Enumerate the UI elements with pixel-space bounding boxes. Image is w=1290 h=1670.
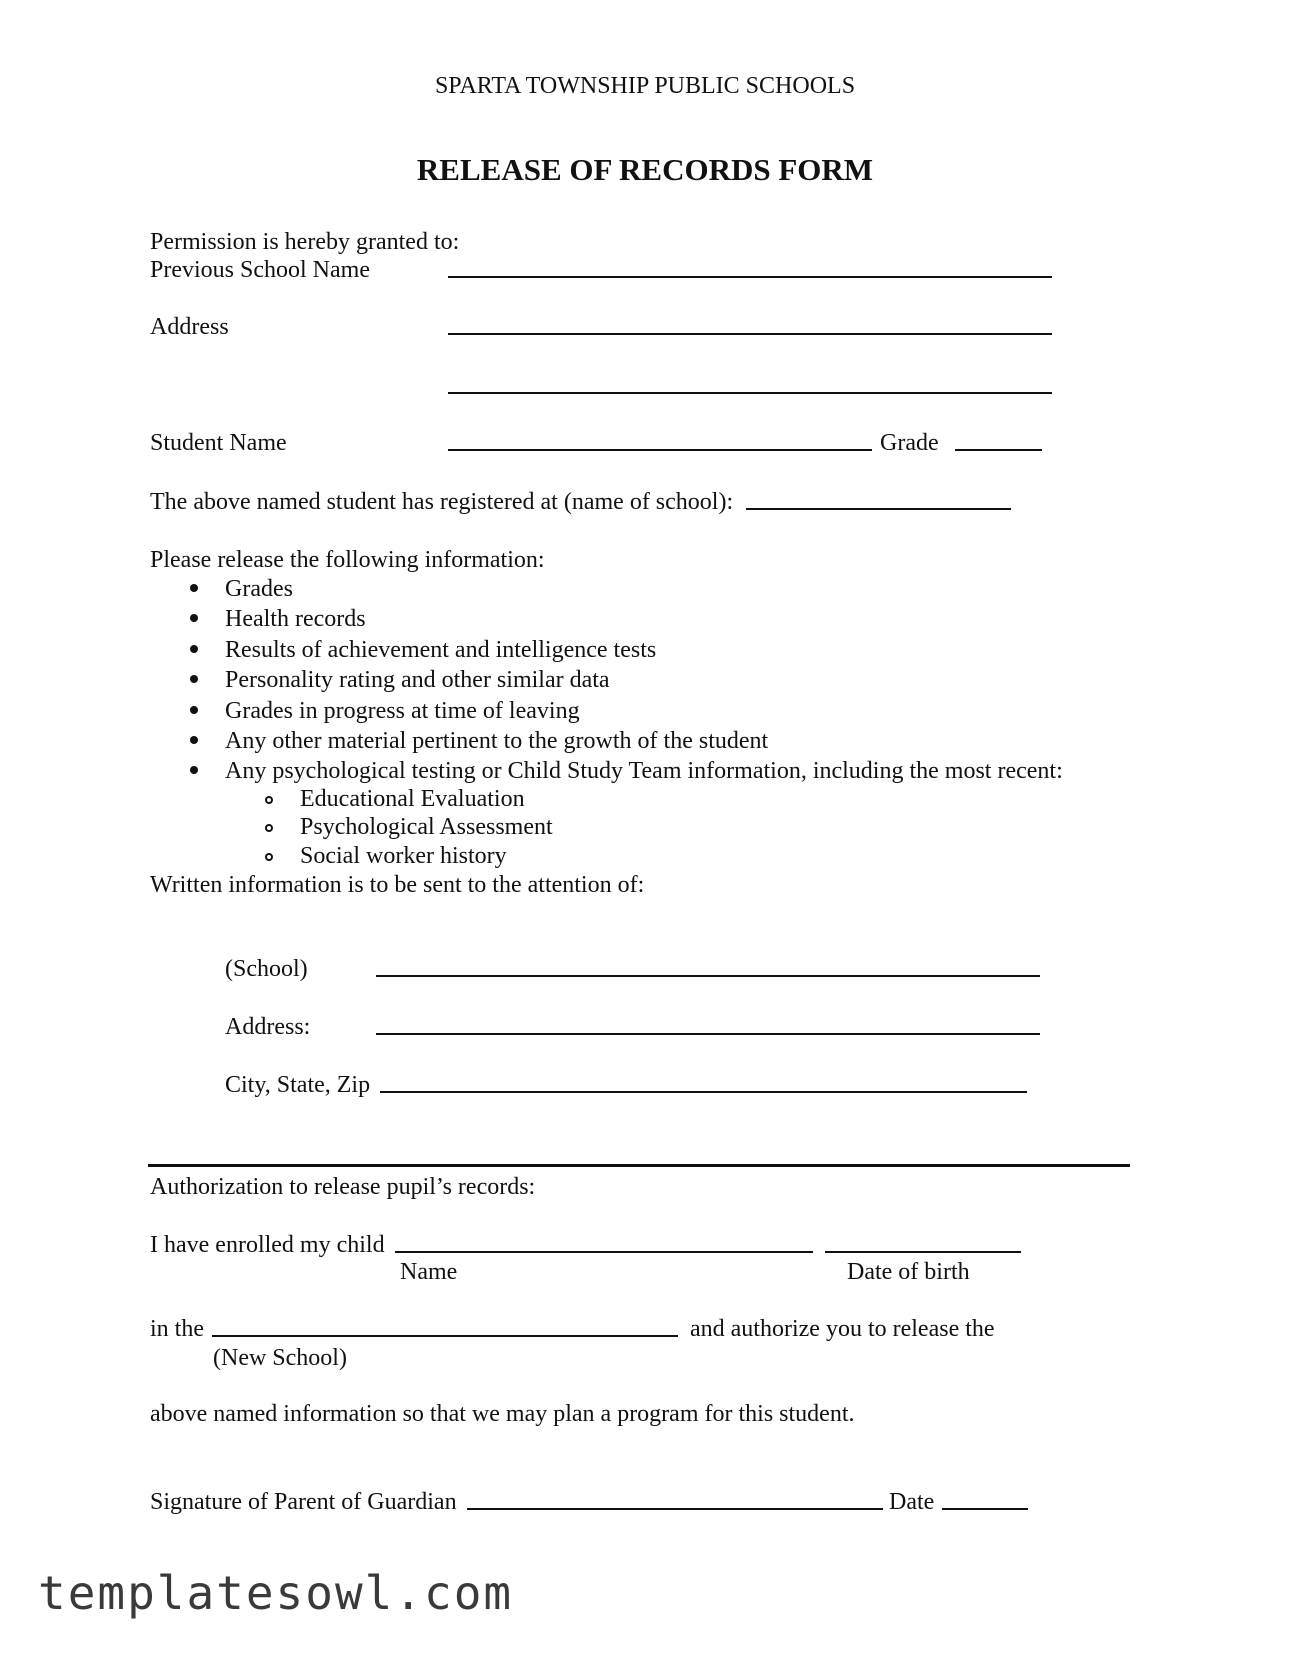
list-item: Results of achievement and intelligence tests — [225, 637, 657, 663]
address-field-line-2[interactable] — [448, 392, 1052, 394]
grade-label: Grade — [880, 430, 939, 456]
date-of-birth-field[interactable] — [825, 1251, 1021, 1253]
attention-address-label: Address: — [225, 1014, 311, 1040]
list-item: Grades — [225, 576, 293, 602]
plan-text: above named information so that we may plan a program for this student. — [150, 1401, 855, 1427]
signature-field[interactable] — [467, 1508, 883, 1510]
new-school-caption: (New School) — [213, 1345, 347, 1371]
signature-date-field[interactable] — [942, 1508, 1028, 1510]
previous-school-field[interactable] — [448, 276, 1052, 278]
sub-list-item: Educational Evaluation — [300, 786, 525, 812]
bullet-icon — [190, 584, 198, 592]
address-label: Address — [150, 314, 229, 340]
permission-intro: Permission is hereby granted to: — [150, 229, 460, 255]
child-name-field[interactable] — [395, 1251, 813, 1253]
release-intro: Please release the following information: — [150, 547, 545, 573]
attention-school-field[interactable] — [376, 975, 1040, 977]
attention-address-field[interactable] — [376, 1033, 1040, 1035]
dob-caption: Date of birth — [847, 1259, 970, 1285]
bullet-icon — [190, 614, 198, 622]
circle-bullet-icon — [265, 853, 273, 861]
grade-field[interactable] — [955, 449, 1042, 451]
bullet-icon — [190, 766, 198, 774]
attention-city-field[interactable] — [380, 1091, 1027, 1093]
address-field-line-1[interactable] — [448, 333, 1052, 335]
section-divider — [148, 1164, 1130, 1167]
signature-label: Signature of Parent of Guardian — [150, 1489, 457, 1515]
student-name-field[interactable] — [448, 449, 872, 451]
circle-bullet-icon — [265, 824, 273, 832]
list-item: Any psychological testing or Child Study Team information, including the most recent: — [225, 758, 1063, 784]
bullet-icon — [190, 736, 198, 744]
form-title: RELEASE OF RECORDS FORM — [416, 152, 874, 187]
attention-text: Written information is to be sent to the attention of: — [150, 872, 645, 898]
sub-list-item: Psychological Assessment — [300, 814, 553, 840]
bullet-icon — [190, 675, 198, 683]
previous-school-label: Previous School Name — [150, 257, 370, 283]
authorize-text: and authorize you to release the — [690, 1316, 995, 1342]
in-the-text: in the — [150, 1316, 204, 1342]
student-name-label: Student Name — [150, 430, 287, 456]
district-header: SPARTA TOWNSHIP PUBLIC SCHOOLS — [434, 73, 856, 99]
authorization-heading: Authorization to release pupil’s records: — [150, 1174, 536, 1200]
watermark: templatesowl.com — [38, 1566, 514, 1620]
list-item: Grades in progress at time of leaving — [225, 698, 580, 724]
registered-text: The above named student has registered at (name of school): — [150, 489, 734, 515]
date-label: Date — [889, 1489, 935, 1515]
name-caption: Name — [400, 1259, 458, 1285]
enrolled-text: I have enrolled my child — [150, 1232, 385, 1258]
new-school-field[interactable] — [212, 1335, 678, 1337]
sub-list-item: Social worker history — [300, 843, 507, 869]
registered-school-field[interactable] — [746, 508, 1011, 510]
attention-city-label: City, State, Zip — [225, 1072, 371, 1098]
attention-school-label: (School) — [225, 956, 308, 982]
list-item: Personality rating and other similar data — [225, 667, 610, 693]
bullet-icon — [190, 706, 198, 714]
list-item: Health records — [225, 606, 366, 632]
list-item: Any other material pertinent to the growth of the student — [225, 728, 769, 754]
circle-bullet-icon — [265, 796, 273, 804]
bullet-icon — [190, 645, 198, 653]
